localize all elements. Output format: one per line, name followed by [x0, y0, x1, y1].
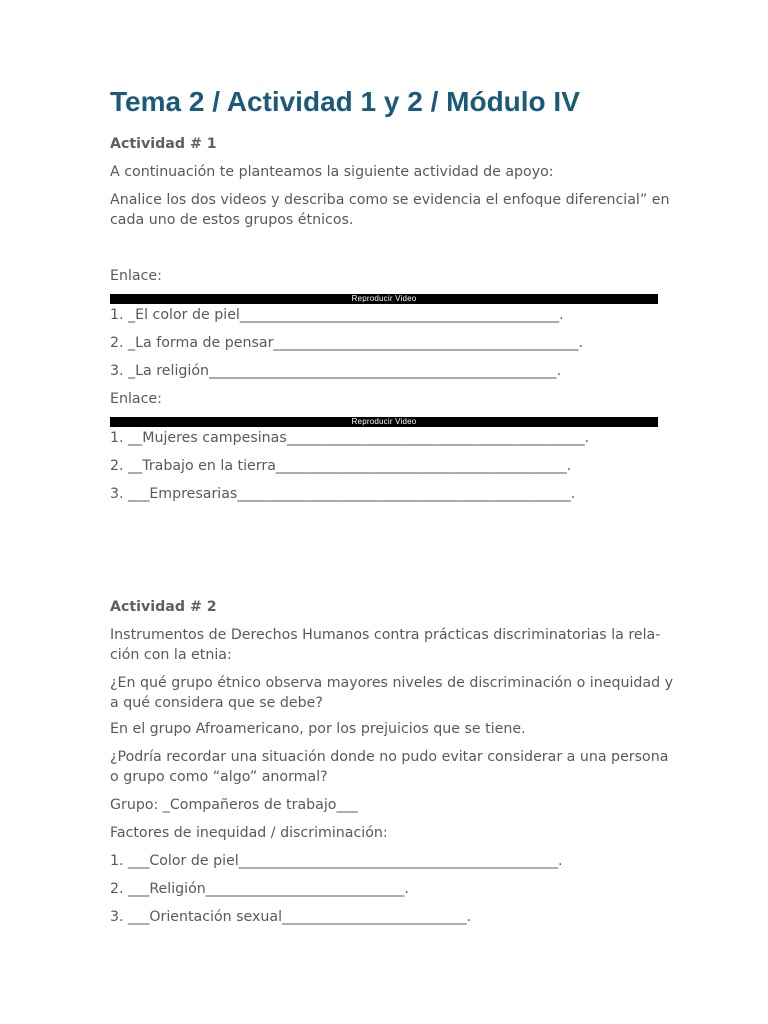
question-1-line-2: a qué considera que se debe? — [110, 695, 323, 711]
factor-3: 3. ___Orientación sexual__________________________. — [110, 909, 472, 925]
activity-1-instruction-line-2: cada uno de estos grupos étnicos. — [110, 212, 354, 228]
answer-2-1: 1. __Mujeres campesinas__________________________________________. — [110, 430, 590, 446]
activity-2-intro-line-1: Instrumentos de Derechos Humanos contra prácticas discriminatorias la rela- — [110, 627, 661, 643]
activity-1-heading: Actividad # 1 — [110, 136, 217, 152]
answer-question-1: En el grupo Afroamericano, por los prejuicios que se tiene. — [110, 721, 526, 737]
link-label-2: Enlace: — [110, 391, 162, 407]
activity-2-intro-line-2: ción con la etnia: — [110, 647, 232, 663]
answer-2-3: 3. ___Empresarias_______________________________________________. — [110, 486, 576, 502]
activity-1-instruction-line-1: Analice los dos videos y describa como se evidencia el enfoque diferencial” en — [110, 192, 670, 208]
play-video-button-1[interactable]: Reproducir Video — [110, 294, 658, 304]
page-title: Tema 2 / Actividad 1 y 2 / Módulo IV — [110, 86, 580, 117]
factor-1: 1. ___Color de piel_____________________________________________. — [110, 853, 563, 869]
answer-1-1: 1. _El color de piel_____________________________________________. — [110, 307, 564, 323]
answer-1-3: 3. _La religión_________________________________________________. — [110, 363, 562, 379]
question-2-line-2: o grupo como “algo” anormal? — [110, 769, 328, 785]
factors-label: Factores de inequidad / discriminación: — [110, 825, 388, 841]
play-video-button-2[interactable]: Reproducir Video — [110, 417, 658, 427]
question-2-line-1: ¿Podría recordar una situación donde no pudo evitar considerar a una persona — [110, 749, 669, 765]
question-1-line-1: ¿En qué grupo étnico observa mayores niveles de discriminación o inequidad y — [110, 675, 674, 691]
activity-1-intro: A continuación te planteamos la siguiente actividad de apoyo: — [110, 164, 554, 180]
group-answer: Grupo: _Compañeros de trabajo___ — [110, 797, 358, 813]
activity-2-heading: Actividad # 2 — [110, 599, 217, 615]
factor-2: 2. ___Religión____________________________. — [110, 881, 409, 897]
link-label-1: Enlace: — [110, 268, 162, 284]
answer-2-2: 2. __Trabajo en la tierra_________________________________________. — [110, 458, 572, 474]
answer-1-2: 2. _La forma de pensar___________________________________________. — [110, 335, 583, 351]
